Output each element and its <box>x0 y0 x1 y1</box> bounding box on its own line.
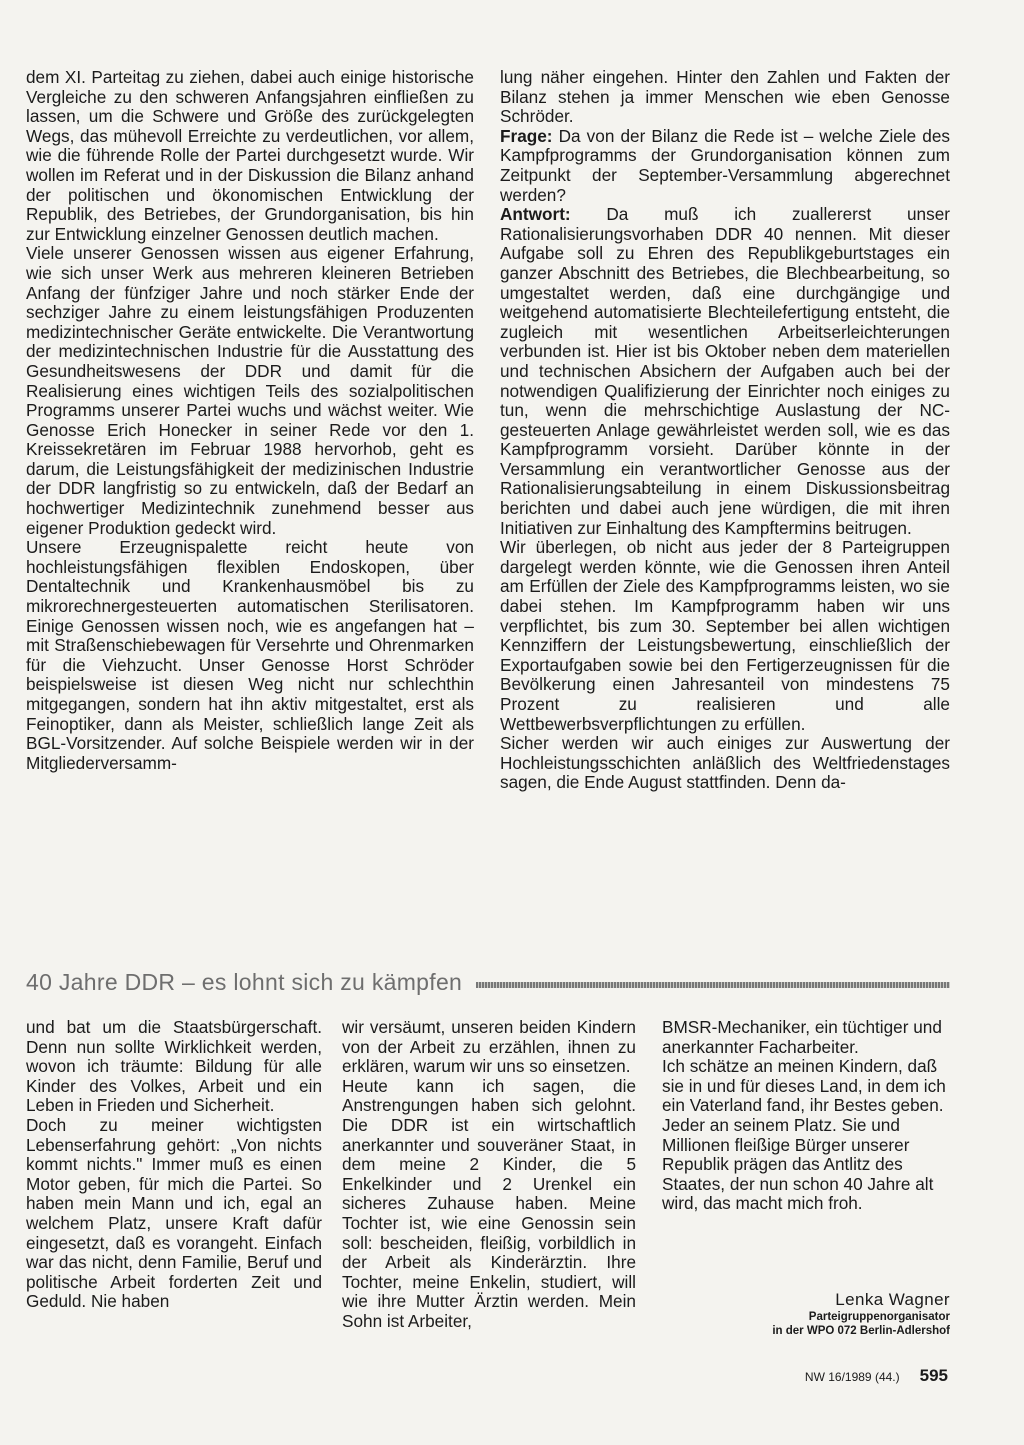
letter-paragraph: Ich schätze an meinen Kindern, daß sie in und für dieses Land, in dem ich ein Vaterland fand, ihr Bestes geben. Jeder an seinem Platz. Sie und Millionen fleißige Bürger unserer Republik prägen das Antlitz des Staates, der nun schon 40 Jahre alt wird, das macht mich froh. <box>662 1056 946 1214</box>
answer-text: Da muß ich zuallererst unser Rationalisierungsvorhaben DDR 40 nennen. Mit dieser Aufgabe soll zu Ehren des Republikgeburtstages ein ganzer Abschnitt des Betriebes, die Blechbearbeitung, so umgestaltet werden, daß eine durchgängige und weitgehend automatisierte Blechteilefertigung entsteht, die zugleich mit wesentlichen Arbeitserleichterungen verbunden ist. Hier ist bis Oktober neben dem materiellen und technischen Absichern der Aufgaben auch bei der notwendigen Qualifizierung der Einrichter noch einiges zu tun, wenn die mehrschichtige Auslastung der NC-gesteuerten Anlage gewährleistet werden soll, wie es das Kampfprogramm vorsieht. Darüber könnte in der Versammlung ein verantwortlicher Genosse aus der Rationalisierungsabteilung in einem Diskussionsbeitrag berichten und dabei auch jene würdigen, die mit ihren Initiativen zur Einhaltung des Kampftermins beitrugen. <box>500 204 950 538</box>
answer-label: Antwort: <box>500 204 571 225</box>
author-role <box>772 1310 950 1338</box>
author-role-line: in der WPO 072 Berlin-Adlershof <box>772 1325 950 1337</box>
letter-column-1 <box>26 1018 322 1312</box>
article-paragraph: Wir überlegen, ob nicht aus jeder der 8 Parteigruppen dargelegt werden könnte, wie die Genossen ihren Anteil am Erfüllen der Ziele des Kampfprogramms leisten, wo sie dabei stehen. Im Kampfprogramm haben wir uns verpflichtet, bis zum 30. September bei allen wichtigen Kennziffern der Leistungsbewertung, einschließlich der Exportaufgaben sowie bei den Fertigerzeugnissen für die Bevölkerung einen Jahresanteil von mindestens 75 Prozent zu realisieren und alle Wettbewerbsverpflichtungen zu erfüllen. <box>500 537 950 734</box>
letter-column-3 <box>662 1018 950 1214</box>
article-paragraph: Sicher werden wir auch einiges zur Auswertung der Hochleistungsschichten anläßlich des Weltfriedenstages sagen, die Ende August stattfinden. Denn da- <box>500 733 950 793</box>
letter-paragraph: BMSR-Mechaniker, ein tüchtiger und anerkannter Facharbeiter. <box>662 1017 942 1057</box>
article-paragraph: lung näher eingehen. Hinter den Zahlen und Fakten der Bilanz stehen ja immer Menschen wie eben Genosse Schröder. <box>500 67 950 127</box>
article-paragraph: dem XI. Parteitag zu ziehen, dabei auch einige historische Vergleiche zu den schweren Anfangsjahren einfließen zu lassen, um die Schwere und Größe des zurückgelegten Wegs, das mühevoll Erreichte zu verdeutlichen, vor allem, wie die führende Rolle der Partei durchgesetzt wurde. Wir wollen im Referat und in der Diskussion die Bilanz anhand der politischen und ökonomischen Entwicklung der Republik, des Betriebes, der Grundorganisation, bis hin zur Entwicklung einzelner Genossen deutlich machen. <box>26 67 474 244</box>
page-footer <box>805 1366 948 1386</box>
issue-reference: NW 16/1989 (44.) <box>804 1370 900 1384</box>
banner-rule <box>476 982 950 988</box>
banner-title: 40 Jahre DDR – es lohnt sich zu kämpfen <box>26 968 463 995</box>
article-right-column <box>500 68 950 793</box>
page-number: 595 <box>919 1366 948 1385</box>
letter-paragraph: Heute kann ich sagen, die Anstrengungen haben sich gelohnt. Die DDR ist ein wirtschaftlich anerkannter und souveräner Staat, in dem meine 2 Kinder, die 5 Enkelkinder und 2 Urenkel ein sicheres Zuhause haben. Meine Tochter ist, wie eine Genossin sein soll: bescheiden, fleißig, vorbildlich in der Arbeit als Kinderärztin. Ihre Tochter, meine Enkelin, studiert, will wie ihre Mutter Ärztin werden. Mein Sohn ist Arbeiter, <box>342 1075 636 1331</box>
question-label: Frage: <box>500 125 553 146</box>
letter-paragraph: wir versäumt, unseren beiden Kindern von der Arbeit zu erzählen, ihnen zu erklären, warum wir uns so einsetzen. <box>342 1017 636 1077</box>
letter-column-2 <box>342 1018 636 1332</box>
author-role-line: Parteigruppenorganisator <box>808 1311 950 1323</box>
question-text: Da von der Bilanz die Rede ist – welche Ziele des Kampfprogramms der Grundorganisation können zum Zeitpunkt der September-Versammlung abgerechnet werden? <box>500 125 950 205</box>
letter-paragraph: Doch zu meiner wichtigsten Lebenserfahrung gehört: „Von nichts kommt nichts." Immer muß es einen Motor geben, für mich die Partei. So haben mein Mann und ich, egal an welchem Platz, unsere Kraft dafür eingesetzt, daß es vorangeht. Einfach war das nicht, denn Familie, Beruf und politische Arbeit forderten Zeit und Geduld. Nie haben <box>26 1114 322 1312</box>
section-banner <box>26 968 950 996</box>
interview-answer <box>500 205 950 538</box>
letter-paragraph: und bat um die Staatsbürgerschaft. Denn nun sollte Wirklichkeit werden, wovon ich träumte: Bildung für alle Kinder des Volkes, Arbeit und ein Leben in Frieden und Sicherheit. <box>26 1017 322 1116</box>
article-left-column <box>26 68 474 773</box>
author-signature <box>772 1290 950 1338</box>
interview-question <box>500 127 950 205</box>
author-name: Lenka Wagner <box>835 1290 950 1309</box>
article-paragraph: Unsere Erzeugnispalette reicht heute von hochleistungsfähigen flexiblen Endoskopen, über Dentaltechnik und Krankenhausmöbel bis zu mikrorechnergesteuerten automatischen Sterilisatoren. Einige Genossen wissen noch, wie es angefangen hat – mit Straßenschiebewagen für Versehrte und Ohrenmarken für die Viehzucht. Unser Genosse Horst Schröder beispielsweise ist diesen Weg nicht nur schlechthin mitgegangen, sondern hat ihn aktiv mitgestaltet, erst als Feinoptiker, dann als Meister, schließlich lange Zeit als BGL-Vorsitzender. Auf solche Beispiele werden wir in der Mitgliederversamm- <box>26 537 474 773</box>
article-paragraph: Viele unserer Genossen wissen aus eigener Erfahrung, wie sich unser Werk aus mehreren kleineren Betrieben Anfang der fünfziger Jahre und noch stärker Ende der sechziger Jahre zu einem leistungsfähigen Produzenten medizintechnischer Geräte entwickelte. Die Verantwortung der medizintechnischen Industrie für die Ausstattung des Gesundheitswesens der DDR und damit für die Realisierung eines wichtigen Teils des sozialpolitischen Programms unserer Partei wuchs und wächst weiter. Wie Genosse Erich Honecker in seiner Rede vor den 1. Kreissekretären im Februar 1988 hervorhob, geht es darum, die Leistungsfähigkeit der medizinischen Industrie der DDR langfristig so zu entwickeln, daß der Bedarf an hochwertiger Medizintechnik zunehmend besser aus eigener Produktion gedeckt wird. <box>26 243 474 538</box>
